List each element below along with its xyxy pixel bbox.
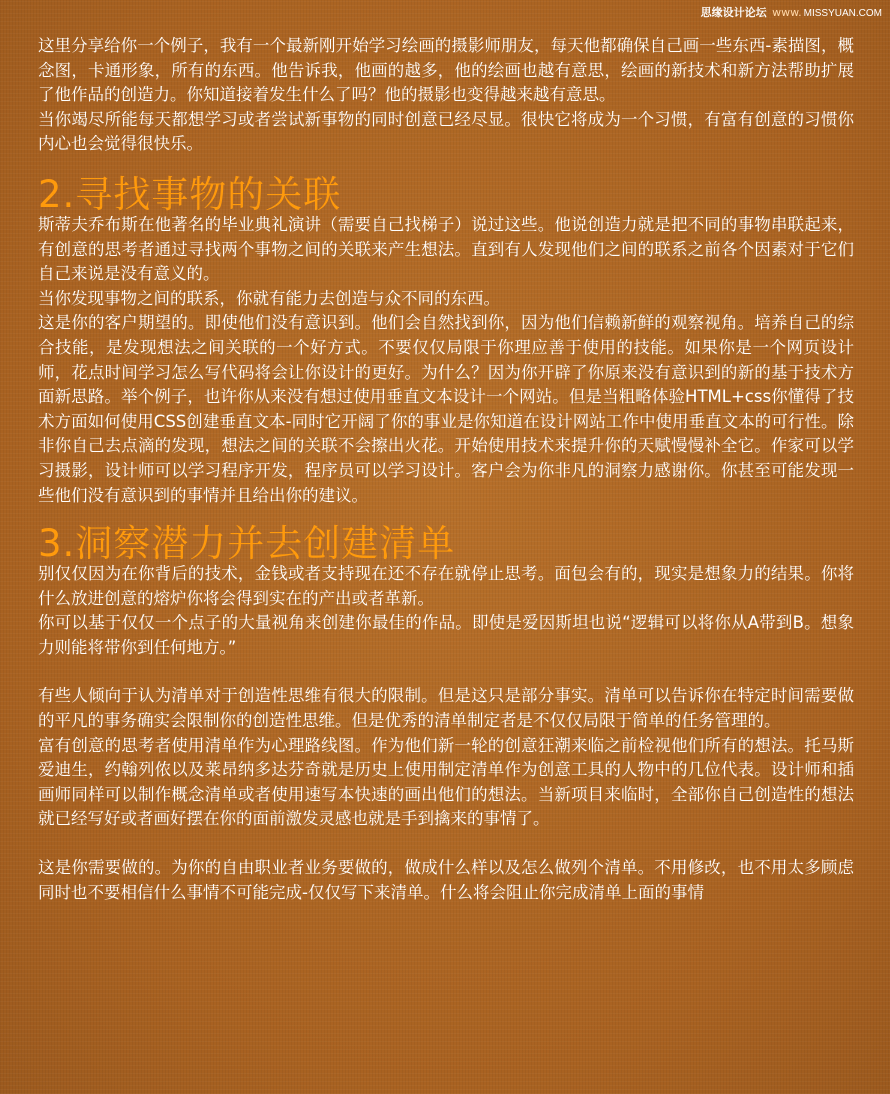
section-3-paragraph-5: 这是你需要做的。为你的自由职业者业务要做的，做成什么样以及怎么做列个清单。不用修改，也不用太多顾虑同时也不要相信什么事情不可能完成-仅仅写下来清单。什么将会阻止你完成清单上面的事情 [38,858,854,902]
article-body [38,34,854,905]
section-2-paragraph-3: 这是你的客户期望的。即使他们没有意识到。他们会自然找到你，因为他们信赖新鲜的观察视角。培养自己的综合技能，是发现想法之间关联的一个好方式。不要仅仅局限于你理应善于使用的技能。如果你是一个网页设计师，花点时间学习怎么写代码将会让你设计的更好。为什么？因为你开辟了你原来没有意识到的新的基于技术方面新思路。举个例子，也许你从来没有想过使用垂直文本设计一个网站。但是当粗略体验HTML+css你懂得了技术方面如何使用CSS创建垂直文本-同时它开阔了你的事业是你知道在设计网站工作中使用垂直文本的可行性。除非你自己去点滴的发现，想法之间的关联不会擦出火花。开始使用技术来提升你的天赋慢慢补全它。作家可以学习摄影，设计师可以学习程序开发，程序员可以学习设计。客户会为你非凡的洞察力感谢你。你甚至可能发现一些他们没有意识到的事情并且给出你的建议。 [38,313,854,505]
section-3-paragraph-3: 有些人倾向于认为清单对于创造性思维有很大的限制。但是这只是部分事实。清单可以告诉你在特定时间需要做的平凡的事务确实会限制你的创造性思维。但是优秀的清单制定者是不仅仅局限于简单的任务管理的。 [38,686,854,731]
section-2-paragraph-2: 当你发现事物之间的联系，你就有能力去创造与众不同的东西。 [38,288,500,308]
section-2-paragraph-1: 斯蒂夫乔布斯在他著名的毕业典礼演讲（需要自己找梯子）说过这些。他说创造力就是把不同的事物串联起来，有创意的思考者通过寻找两个事物之间的关联来产生想法。直到有人发现他们之间的联系之前各个因素对于它们自己来说是没有意义的。 [38,214,854,284]
watermark-separator: www. [772,6,802,19]
intro-paragraph-2: 当你竭尽所能每天都想学习或者尝试新事物的同时创意已经尽显。很快它将成为一个习惯，有富有创意的习惯你内心也会觉得很快乐。 [38,109,854,154]
section-3-paragraph-2: 你可以基于仅仅一个点子的大量视角来创建你最佳的作品。即使是爱因斯坦也说“逻辑可以将你从A带到B。想象力则能将带你到任何地方。” [38,613,854,657]
section-3-paragraph-4: 富有创意的思考者使用清单作为心理路线图。作为他们新一轮的创意狂潮来临之前检视他们所有的想法。托马斯爱迪生，约翰列侬以及莱昂纳多达芬奇就是历史上使用制定清单作为创意工具的人物中的几位代表。设计师和插画师同样可以制作概念清单或者使用速写本快速的画出他们的想法。当新项目来临时，全部你自己创造性的想法就已经写好或者画好摆在你的面前激发灵感也就是手到擒来的事情了。 [38,735,854,829]
site-watermark [701,6,882,21]
watermark-site-name: 思缘设计论坛 [700,6,767,19]
section-3-title: 3.洞察潜力并去创建清单 [38,522,456,566]
section-2-title: 2.寻找事物的关联 [38,172,342,216]
intro-paragraph-1: 这里分享给你一个例子，我有一个最新刚开始学习绘画的摄影师朋友，每天他都确保自己画一些东西-素描图，概念图，卡通形象，所有的东西。他告诉我，他画的越多，他的绘画也越有意思，绘画的新技术和新方法帮助扩展了他作品的创造力。你知道接着发生什么了吗？他的摄影也变得越来越有意思。 [38,36,854,105]
paragraph-gap [38,832,854,856]
section-3-paragraph-1: 别仅仅因为在你背后的技术，金钱或者支持现在还不存在就停止思考。面包会有的，现实是想象力的结果。你将什么放进创意的熔炉你将会得到实在的产出或者革新。 [38,564,854,608]
paragraph-gap [38,660,854,684]
watermark-site-url: MISSYUAN.COM [803,8,882,19]
